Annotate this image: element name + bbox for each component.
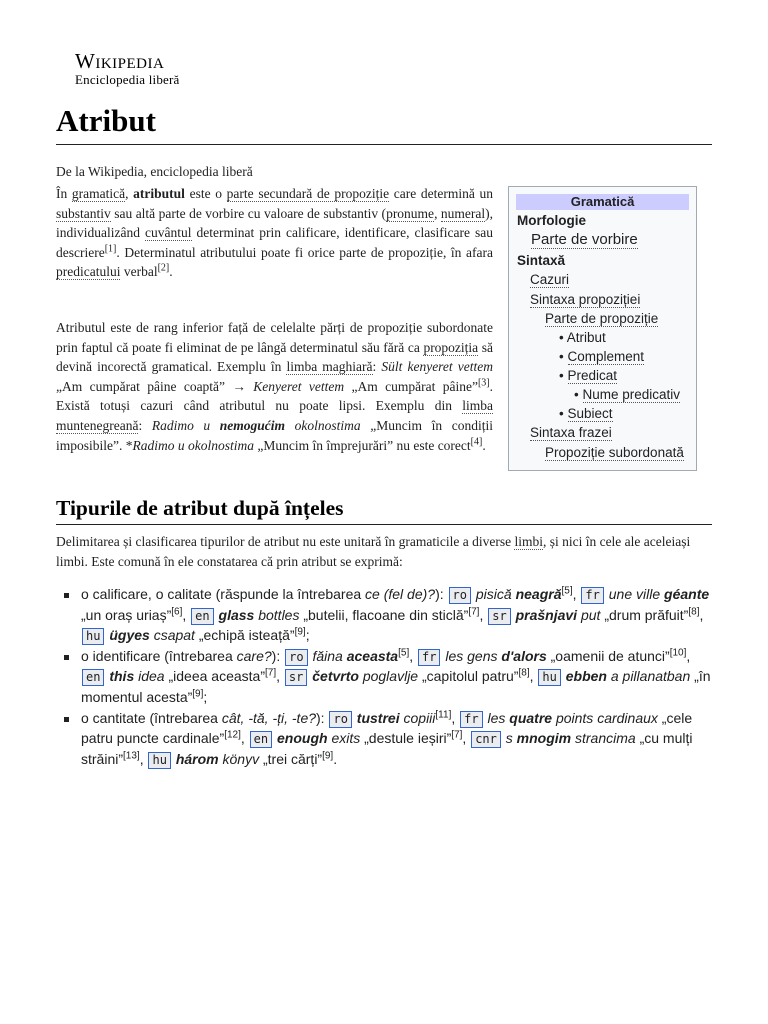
square-bullet-icon	[64, 655, 69, 660]
list-item-cantitate: o cantitate (întrebarea cât, -tă, -ți, -te?): ro tustrei copiii[11], fr les quatre points cardinaux „cele patru puncte cardinale”[12], en enough exits „destule ieșiri”[7], cnr s mnogim strancima „cu mulți străini”[13], hu három könyv „trei cărți”[9].	[56, 708, 716, 770]
link-limbi[interactable]: limbi	[514, 534, 543, 549]
ref-4[interactable]: [4]	[470, 436, 483, 448]
attribute-types-list	[56, 584, 716, 769]
link-numeral[interactable]: numeral	[440, 205, 486, 221]
paragraph-rank: Atributul este de rang inferior față de celelalte părți de propoziție subordonate prin faptul că poate fi eliminat de pe lângă determinatul său fără ca propoziția să devină incorectă gramatical. Exemplu în limba maghiară: Sült kenyeret vettem „Am cumpărat pâine coaptă” → Kenyeret vettem „Am cumpărat pâine”[3]. Există totuși cazuri când atributul nu poate lipsi. Exemplu din limba muntenegreană: Radimo u nemogućim okolnostima „Muncim în condiții imposibile”. *Radimo u okolnostima „Muncim în împrejurări” nu este corect[4].	[56, 320, 494, 453]
bullet-icon: •	[559, 368, 564, 383]
lang-tag-fr[interactable]: fr	[418, 649, 440, 666]
lang-tag-hu[interactable]: hu	[538, 669, 560, 686]
navbox-complement[interactable]: Complement	[567, 349, 645, 364]
navbox-atribut[interactable]: Atribut	[566, 330, 606, 345]
ref-7[interactable]: [7]	[468, 605, 480, 617]
paragraph-intro: În gramatică, atributul este o parte secundară de propoziție care determină un substantiv sau altă parte de vorbire cu valoare de substantiv (pronume, numeral), individualizând cuvântul determinat prin calificare, identificare, clasificare sau descriere[1]. Determinatul atributului poate fi orice parte de propoziție, în afara predicatului verbal[2].	[56, 186, 494, 280]
lang-tag-ro[interactable]: ro	[449, 587, 471, 604]
ref-8[interactable]: [8]	[688, 605, 700, 617]
list-item-calificare: o calificare, o calitate (răspunde la întrebarea ce (fel de)?): ro pisică neagră[5], fr une ville géante „un oraș uriaș”[6], en glass bottles „butelii, flacoane din sticlă”[7], sr prašnjavi put „drum prăfuit”[8], hu ügyes csapat „echipă isteață”[9];	[56, 584, 716, 646]
square-bullet-icon	[64, 593, 69, 598]
bullet-icon: •	[574, 387, 579, 402]
lang-tag-en[interactable]: en	[191, 608, 213, 625]
navbox-predicat[interactable]: Predicat	[567, 368, 618, 383]
lang-tag-ro[interactable]: ro	[329, 711, 351, 728]
link-cuvantul[interactable]: cuvântul	[145, 225, 192, 241]
paragraph-section-intro: Delimitarea și clasificarea tipurilor de atribut nu este unitară în gramaticile a diverse limbi, și nici în cele ale aceleiași limbi. Este comună în ele constatarea că prin atribut se exprimă:	[56, 534, 691, 569]
ref-2[interactable]: [2]	[157, 262, 170, 274]
bullet-icon: •	[559, 330, 564, 345]
link-propozitia[interactable]: propoziția	[423, 339, 479, 355]
wikipedia-logo[interactable]	[75, 51, 205, 87]
lang-tag-fr[interactable]: fr	[460, 711, 482, 728]
ref-6[interactable]: [6]	[171, 605, 183, 617]
ref-8[interactable]: [8]	[518, 667, 530, 679]
navbox-cazuri[interactable]: Cazuri	[530, 272, 570, 287]
bullet-icon: •	[559, 349, 564, 364]
ref-5[interactable]: [5]	[561, 585, 573, 597]
navbox-title: Gramatică	[516, 194, 689, 210]
navbox-subiect[interactable]: Subiect	[567, 406, 613, 421]
navbox-parte-de-vorbire[interactable]: Parte de vorbire	[531, 231, 638, 248]
link-predicatului[interactable]: predicatului	[56, 264, 121, 280]
ref-3[interactable]: [3]	[477, 377, 490, 389]
link-pronume[interactable]: pronume	[386, 205, 435, 221]
ref-9[interactable]: [9]	[192, 688, 204, 700]
page-title: Atribut	[56, 101, 712, 145]
navbox-sintaxa-frazei[interactable]: Sintaxa frazei	[530, 425, 612, 440]
navbox-morfologie[interactable]: Morfologie	[517, 213, 586, 228]
navbox-sintaxa[interactable]: Sintaxă	[517, 253, 566, 268]
ref-7[interactable]: [7]	[451, 729, 463, 741]
logo-wordmark: Wikipedia	[75, 49, 165, 73]
bullet-icon: •	[559, 406, 564, 421]
link-parte-secundara[interactable]: parte secundară de propoziție	[226, 186, 390, 201]
ref-11[interactable]: [11]	[435, 708, 452, 720]
ref-1[interactable]: [1]	[104, 243, 117, 255]
list-item-identificare: o identificare (întrebarea care?): ro făina aceasta[5], fr les gens d'alors „oamenii de atunci”[10], en this idea „ideea aceasta”[7], sr četvrto poglavlje „capitolul patru”[8], hu ebben a pillanatban „în momentul acesta”[9];	[56, 646, 716, 708]
grammar-navbox	[508, 186, 697, 471]
section-heading: Tipurile de atribut după înțeles	[56, 494, 712, 525]
ref-10[interactable]: [10]	[669, 647, 687, 659]
lang-tag-sr[interactable]: sr	[488, 608, 510, 625]
ref-5[interactable]: [5]	[398, 647, 410, 659]
navbox-propozitie-subordonata[interactable]: Propoziție subordonată	[545, 445, 684, 460]
link-substantiv[interactable]: substantiv	[56, 205, 111, 221]
lang-tag-en[interactable]: en	[250, 731, 272, 748]
navbox-parte-de-propozitie[interactable]: Parte de propoziție	[545, 311, 659, 326]
lang-tag-en[interactable]: en	[82, 669, 104, 686]
link-limba-muntenegreana[interactable]: limba muntenegreană	[56, 398, 493, 433]
link-limba-maghiara[interactable]: limba maghiară	[286, 359, 373, 375]
navbox-nume-predicativ[interactable]: Nume predicativ	[582, 387, 681, 402]
lang-tag-sr[interactable]: sr	[285, 669, 307, 686]
lang-tag-hu[interactable]: hu	[82, 628, 104, 645]
lang-tag-hu[interactable]: hu	[148, 752, 170, 769]
ref-13[interactable]: [13]	[123, 750, 140, 762]
square-bullet-icon	[64, 717, 69, 722]
logo-tagline: Enciclopedia liberă	[75, 72, 180, 87]
ref-7[interactable]: [7]	[265, 667, 277, 679]
term-atributul: atributul	[133, 186, 185, 201]
page-subtitle: De la Wikipedia, enciclopedia liberă	[56, 164, 253, 179]
link-gramatica[interactable]: gramatică	[71, 186, 126, 201]
navbox-sintaxa-propozitiei[interactable]: Sintaxa propoziției	[530, 292, 641, 307]
lang-tag-fr[interactable]: fr	[581, 587, 603, 604]
lang-tag-ro[interactable]: ro	[285, 649, 307, 666]
ref-12[interactable]: [12]	[224, 729, 241, 741]
ref-9[interactable]: [9]	[322, 750, 334, 762]
lang-tag-cnr[interactable]: cnr	[471, 731, 501, 748]
ref-9[interactable]: [9]	[294, 626, 306, 638]
